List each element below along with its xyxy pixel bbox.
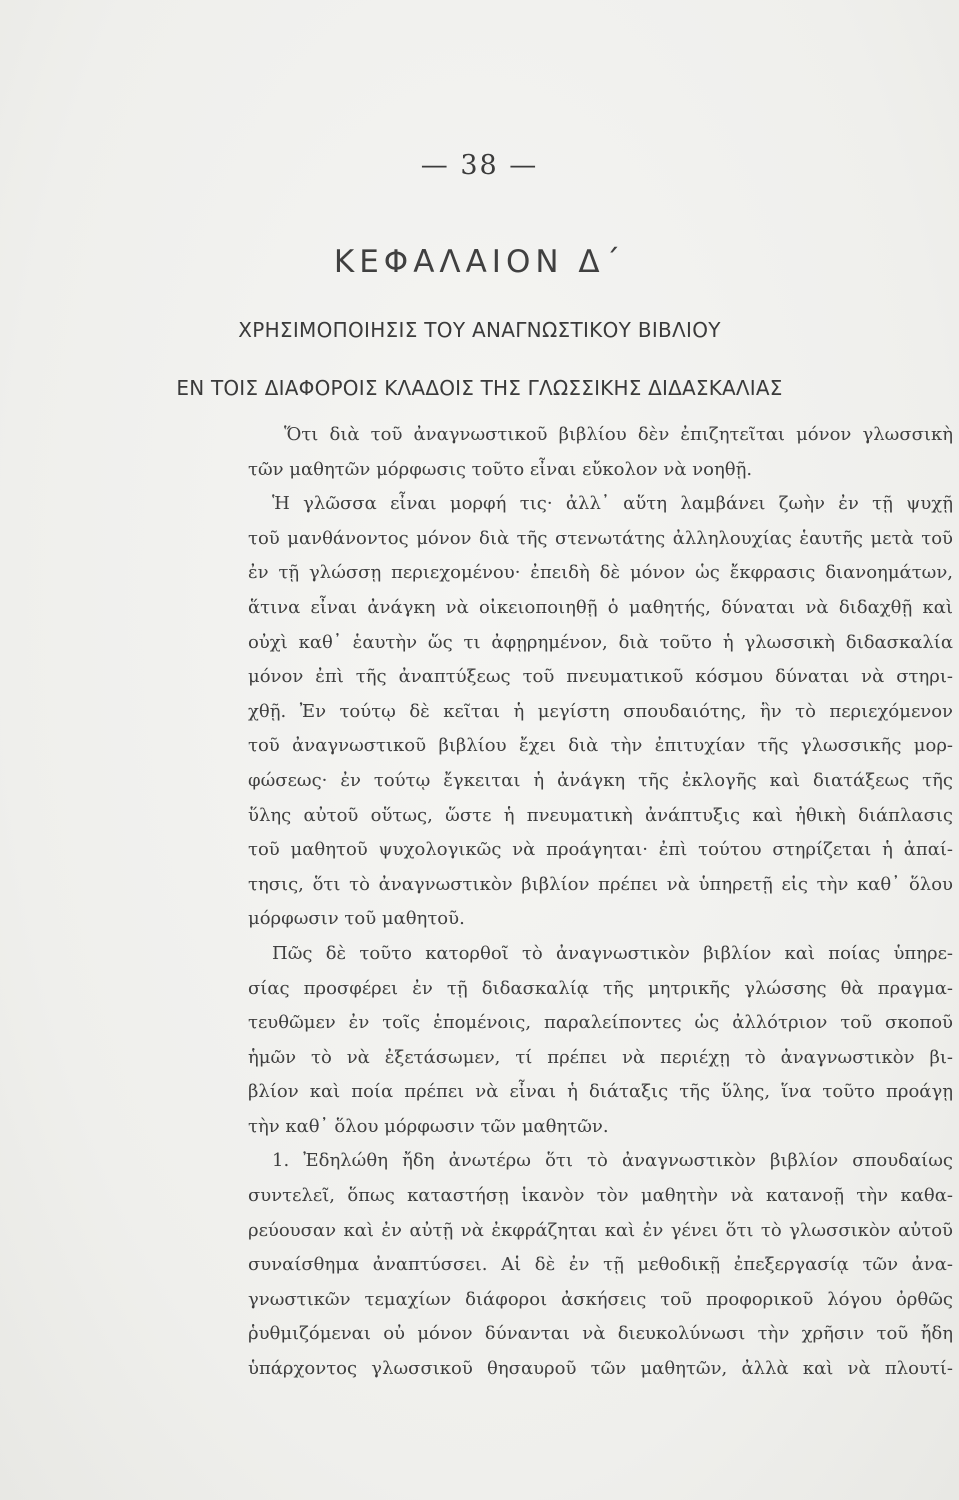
text-line: Ἡ γλῶσσα εἶναι μορφή τις· ἀλλ᾽ αὕτη λαμβάνει ζωὴν ἐν τῇ ψυχῇ	[272, 493, 953, 515]
text-line: γνωστικῶν τεμαχίων διάφοροι ἀσκήσεις τοῦ προφορικοῦ λόγου ὀρθῶς	[248, 1288, 953, 1310]
chapter-title: ΚΕΦΑΛΑΙΟΝ Δ΄	[333, 244, 626, 280]
page-number: — 38 —	[420, 150, 539, 181]
chapter-subtitle-line-1: ΧΡΗΣΙΜΟΠΟΙΗΣΙΣ ΤΟΥ ΑΝΑΓΝΩΣΤΙΚΟΥ ΒΙΒΛΙΟΥ	[238, 318, 721, 342]
text-line: ῥυθμιζόμεναι οὐ μόνον δύνανται νὰ διευκολύνωσι τὴν χρῆσιν τοῦ ἤδη	[248, 1323, 953, 1345]
text-line: τευθῶμεν ἐν τοῖς ἑπομένοις, παραλείποντες ὡς ἀλλότριον τοῦ σκοποῦ	[248, 1012, 953, 1034]
text-line: ὕλης αὐτοῦ οὕτως, ὥστε ἡ πνευματικὴ ἀνάπτυξις καὶ ἠθικὴ διάπλασις	[248, 804, 953, 826]
text-line: συντελεῖ, ὅπως καταστήσῃ ἱκανὸν τὸν μαθητὴν νὰ κατανοῇ τὴν καθα-	[248, 1185, 953, 1207]
text-line: ἡμῶν τὸ νὰ ἐξετάσωμεν, τί πρέπει νὰ περιέχῃ τὸ ἀναγνωστικὸν βι-	[248, 1046, 953, 1068]
text-line: τῶν μαθητῶν μόρφωσις τοῦτο εἶναι εὔκολον νὰ νοηθῇ.	[248, 458, 753, 480]
text-line: ἐν τῇ γλώσσῃ περιεχομένου· ἐπειδὴ δὲ μόνον ὡς ἔκφρασις διανοημάτων,	[248, 562, 953, 584]
text-line: σίας προσφέρει ἐν τῇ διδασκαλίᾳ τῆς μητρικῆς γλώσσης θὰ πραγμα-	[248, 977, 953, 999]
text-line: Ὅτι διὰ τοῦ ἀναγνωστικοῦ βιβλίου δὲν ἐπιζητεῖται μόνον γλωσσικὴ	[284, 424, 953, 445]
chapter-subtitle-line-2: ΕΝ ΤΟΙΣ ΔΙΑΦΟΡΟΙΣ ΚΛΑΔΟΙΣ ΤΗΣ ΓΛΩΣΣΙΚΗΣ ΔΙΔΑΣΚΑΛΙΑΣ	[176, 376, 783, 400]
text-line: Πῶς δὲ τοῦτο κατορθοῖ τὸ ἀναγνωστικὸν βιβλίον καὶ ποίας ὑπηρε-	[272, 942, 953, 964]
text-line: οὐχὶ καθ᾽ ἑαυτὴν ὥς τι ἀφῃρημένον, διὰ τοῦτο ἡ γλωσσικὴ διδασκαλία	[248, 631, 953, 653]
text-line: μόρφωσιν τοῦ μαθητοῦ.	[248, 908, 465, 930]
body-text	[248, 418, 953, 1387]
text-line: χθῇ. Ἐν τούτῳ δὲ κεῖται ἡ μεγίστη σπουδαιότης, ἣν τὸ περιεχόμενον	[248, 700, 953, 722]
text-line: ρεύουσαν καὶ ἐν αὐτῇ νὰ ἐκφράζηται καὶ ἐν γένει ὅτι τὸ γλωσσικὸν αὐτοῦ	[248, 1219, 953, 1241]
text-line: τοῦ μανθάνοντος μόνον διὰ τῆς στενωτάτης ἀλληλουχίας ἑαυτῆς μετὰ τοῦ	[248, 527, 953, 549]
text-line: ἅτινα εἶναι ἀνάγκη νὰ οἰκειοποιηθῇ ὁ μαθητής, δύναται νὰ διδαχθῇ καὶ	[248, 596, 953, 618]
text-line: τοῦ μαθητοῦ ψυχολογικῶς νὰ προάγηται· ἐπὶ τούτου στηρίζεται ἡ ἀπαί-	[248, 839, 953, 861]
text-line: βλίον καὶ ποία πρέπει νὰ εἶναι ἡ διάταξις τῆς ὕλης, ἵνα τοῦτο προάγῃ	[248, 1081, 953, 1103]
text-line: συναίσθημα ἀναπτύσσει. Αἱ δὲ ἐν τῇ μεθοδικῇ ἐπεξεργασίᾳ τῶν ἀνα-	[248, 1254, 953, 1276]
text-line: ὑπάρχοντος γλωσσικοῦ θησαυροῦ τῶν μαθητῶν, ἀλλὰ καὶ νὰ πλουτί-	[248, 1358, 953, 1380]
text-line: τησις, ὅτι τὸ ἀναγνωστικὸν βιβλίον πρέπει νὰ ὑπηρετῇ εἰς τὴν καθ᾽ ὅλου	[248, 873, 953, 895]
text-line: φώσεως· ἐν τούτῳ ἔγκειται ἡ ἀνάγκη τῆς ἐκλογῆς καὶ διατάξεως τῆς	[248, 769, 953, 791]
text-line: 1. Ἐδηλώθη ἤδη ἀνωτέρω ὅτι τὸ ἀναγνωστικὸν βιβλίον σπουδαίως	[272, 1150, 953, 1172]
text-line: μόνον ἐπὶ τῆς ἀναπτύξεως τοῦ πνευματικοῦ κόσμου δύναται νὰ στηρι-	[248, 666, 953, 688]
text-line: τὴν καθ᾽ ὅλου μόρφωσιν τῶν μαθητῶν.	[248, 1115, 609, 1137]
text-line: τοῦ ἀναγνωστικοῦ βιβλίου ἔχει διὰ τὴν ἐπιτυχίαν τῆς γλωσσικῆς μορ-	[248, 735, 953, 757]
